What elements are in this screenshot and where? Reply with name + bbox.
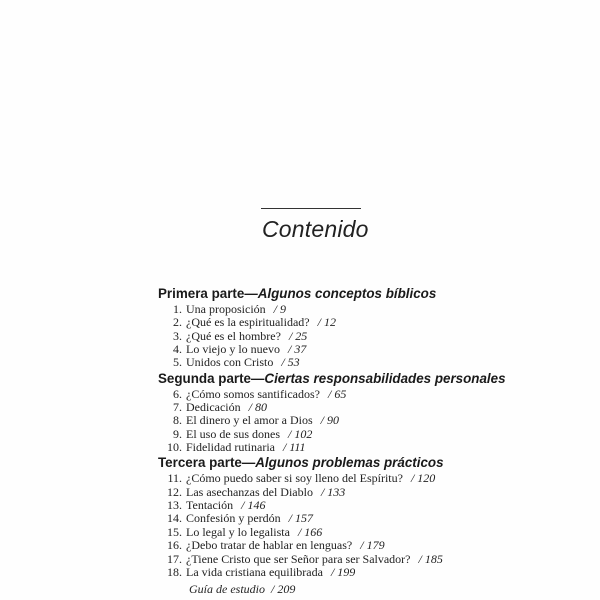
chapter-number: 11. xyxy=(167,471,182,486)
toc-entry xyxy=(158,316,488,329)
toc-entry xyxy=(158,388,488,401)
chapter-title-wrap xyxy=(186,512,313,525)
toc-entry xyxy=(158,486,488,499)
chapter-title: ¿Qué es la espiritualidad? xyxy=(186,315,310,330)
page-number: / 53 xyxy=(281,355,300,370)
chapter-number: 4. xyxy=(173,342,182,357)
chapter-title: Confesión y perdón xyxy=(186,511,281,526)
part-heading xyxy=(158,370,506,388)
page-number: / 90 xyxy=(320,413,339,428)
chapter-title: ¿Debo tratar de hablar en lenguas? xyxy=(186,538,353,553)
page-number: / 146 xyxy=(241,498,266,513)
chapter-title: Las asechanzas del Diablo xyxy=(186,484,313,499)
toc-entry xyxy=(158,566,488,579)
chapter-title: ¿Qué es el hombre? xyxy=(186,328,281,343)
part-subtitle: Algunos conceptos bíblicos xyxy=(257,286,437,301)
chapter-title-wrap xyxy=(186,316,336,329)
page-title: Contenido xyxy=(262,216,369,242)
chapter-number: 10. xyxy=(167,440,182,455)
part-label: Segunda parte— xyxy=(158,370,265,386)
page-number: / 65 xyxy=(327,386,347,401)
study-guide-entry xyxy=(158,579,488,599)
chapter-number: 14. xyxy=(167,511,182,526)
chapter-title-wrap xyxy=(186,388,346,401)
chapter-title: Unidos con Cristo xyxy=(186,355,274,370)
toc-entry xyxy=(158,526,488,539)
chapter-title-wrap xyxy=(186,401,267,414)
part-subtitle: Ciertas responsabilidades personales xyxy=(264,370,506,386)
chapter-title: La vida cristiana equilibrada xyxy=(186,564,323,579)
chapter-number: 3. xyxy=(173,328,182,343)
toc-entry xyxy=(158,553,488,566)
page-number: / 37 xyxy=(287,342,307,357)
part-label: Tercera parte— xyxy=(158,455,256,471)
chapter-number: 6. xyxy=(173,386,182,401)
toc-entry xyxy=(158,356,488,369)
page-number: / 102 xyxy=(288,426,313,441)
chapter-title-wrap xyxy=(186,486,345,499)
chapter-title: El dinero y el amor a Dios xyxy=(186,413,313,428)
chapter-title: Dedicación xyxy=(186,400,241,415)
toc-entry xyxy=(158,499,488,512)
toc-entry xyxy=(158,512,488,525)
page-number: / 25 xyxy=(288,328,308,343)
chapter-title: El uso de sus dones xyxy=(186,426,280,441)
chapter-title-wrap xyxy=(186,428,312,441)
chapter-title-wrap xyxy=(186,414,339,427)
chapter-number: 7. xyxy=(173,400,182,415)
toc-entry xyxy=(158,414,488,427)
page-number: / 185 xyxy=(418,551,443,566)
study-guide-page: / 209 xyxy=(271,582,296,597)
chapter-title-wrap xyxy=(186,472,435,485)
chapter-title: Lo legal y lo legalista xyxy=(186,524,290,539)
chapter-title: ¿Cómo puedo saber si soy lleno del Espíritu? xyxy=(186,471,403,486)
page-number: / 157 xyxy=(288,511,313,526)
chapter-title-wrap xyxy=(186,441,306,454)
study-guide-title: Guía de estudio xyxy=(189,582,265,597)
page-number: / 80 xyxy=(248,400,267,415)
part-heading xyxy=(158,454,488,472)
chapter-number: 5. xyxy=(173,355,182,370)
page-number: / 9 xyxy=(273,302,286,316)
chapter-title-wrap xyxy=(186,303,286,316)
chapter-title: ¿Tiene Cristo que ser Señor para ser Salvador? xyxy=(186,551,411,566)
chapter-number: 15. xyxy=(167,524,182,539)
chapter-title-wrap xyxy=(186,499,265,512)
chapter-title-wrap xyxy=(186,330,307,343)
toc-entry xyxy=(158,303,488,316)
chapter-number: 17. xyxy=(167,551,182,566)
page-number: / 133 xyxy=(320,484,346,499)
part-label: Primera parte— xyxy=(158,286,258,301)
toc-entry xyxy=(158,441,488,454)
chapter-title: Fidelidad rutinaria xyxy=(186,440,275,455)
chapter-number: 2. xyxy=(173,315,182,330)
part-subtitle: Algunos problemas prácticos xyxy=(255,455,444,471)
chapter-title: Lo viejo y lo nuevo xyxy=(186,342,280,357)
chapter-title: ¿Cómo somos santificados? xyxy=(186,386,320,401)
chapter-title-wrap xyxy=(186,356,300,369)
chapter-title: Una proposición xyxy=(186,302,266,316)
title-rule xyxy=(261,208,361,209)
chapter-number: 18. xyxy=(167,564,182,579)
chapter-title-wrap xyxy=(186,526,322,539)
chapter-number: 8. xyxy=(173,413,182,428)
chapter-title-wrap xyxy=(186,539,385,552)
chapter-number: 12. xyxy=(167,484,182,499)
toc-entry xyxy=(158,472,488,485)
toc-entry xyxy=(158,330,488,343)
toc-entry xyxy=(158,401,488,414)
chapter-title-wrap xyxy=(186,343,306,356)
page-number: / 12 xyxy=(317,315,336,330)
part-heading xyxy=(158,285,488,303)
chapter-title-wrap xyxy=(186,553,443,566)
chapter-title-wrap xyxy=(186,566,355,579)
page-number: / 120 xyxy=(410,471,436,486)
chapter-title: Tentación xyxy=(186,498,234,513)
toc-entry xyxy=(158,539,488,552)
page-number: / 179 xyxy=(360,538,385,553)
table-of-contents xyxy=(158,285,506,599)
chapter-number: 1. xyxy=(173,302,182,316)
toc-entry xyxy=(158,428,488,441)
toc-entry xyxy=(158,343,488,356)
chapter-number: 9. xyxy=(173,426,182,441)
chapter-number: 13. xyxy=(167,498,182,513)
page-number: / 111 xyxy=(282,440,306,455)
page-number: / 199 xyxy=(330,564,356,579)
page-number: / 166 xyxy=(297,524,323,539)
chapter-number: 16. xyxy=(167,538,182,553)
